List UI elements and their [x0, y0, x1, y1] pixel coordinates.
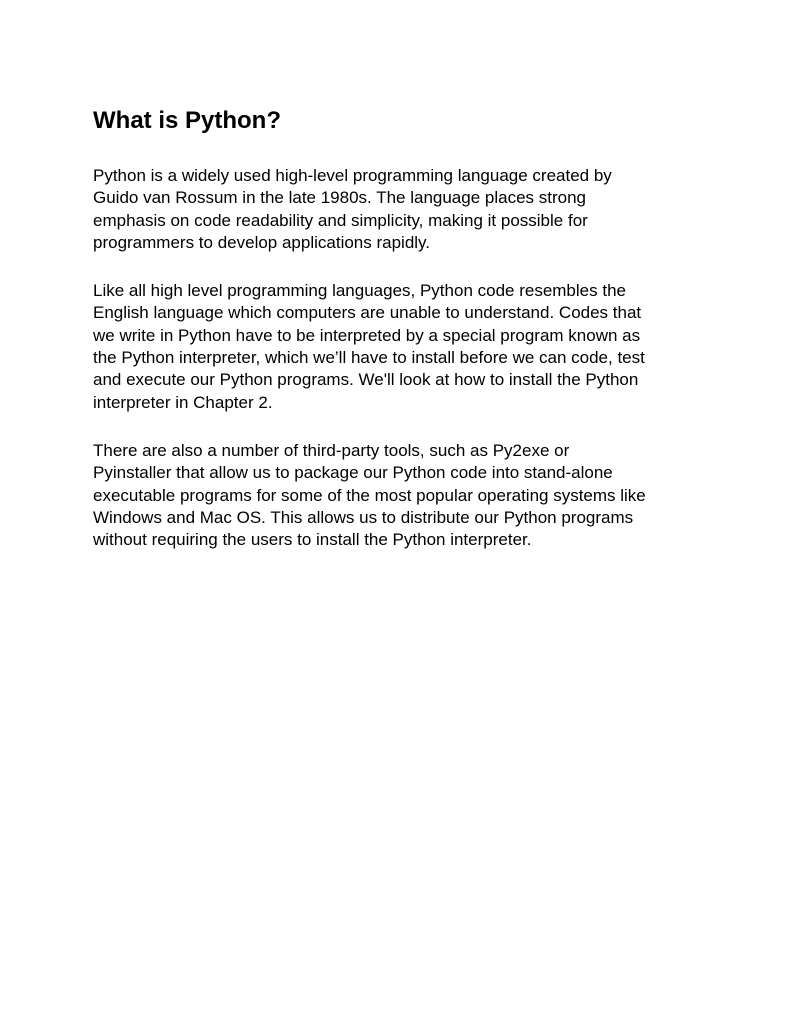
paragraph-tools [93, 440, 713, 551]
paragraph-line: and execute our Python programs. We'll look at how to install the Python [93, 370, 639, 390]
paragraph-line: Like all high level programming languages, Python code resembles the [93, 281, 626, 301]
paragraph-line: without requiring the users to install the Python interpreter. [93, 530, 532, 550]
paragraph-line: Python is a widely used high-level programming language created by [93, 166, 612, 185]
document-content [93, 105, 713, 577]
paragraph-line: Guido van Rossum in the late 1980s. The language places strong [93, 188, 586, 208]
page-title: What is Python? [93, 107, 281, 134]
paragraph-line: Windows and Mac OS. This allows us to distribute our Python programs [93, 507, 634, 527]
paragraph-line: There are also a number of third-party tools, such as Py2exe or [93, 440, 570, 460]
paragraph-intro [93, 165, 713, 254]
paragraph-line: English language which computers are unable to understand. Codes that [93, 303, 642, 323]
paragraph-line: we write in Python have to be interpreted by a special program known as [93, 325, 641, 345]
paragraph-line: Pyinstaller that allow us to package our Python code into stand-alone [93, 463, 613, 483]
paragraph-interpreter [93, 280, 713, 414]
paragraph-line: executable programs for some of the most popular operating systems like [93, 485, 646, 505]
paragraph-line: programmers to develop applications rapidly. [93, 232, 431, 252]
paragraph-line: the Python interpreter, which we’ll have to install before we can code, test [93, 348, 645, 368]
paragraph-line: interpreter in Chapter 2. [93, 392, 273, 412]
paragraph-line: emphasis on code readability and simplicity, making it possible for [93, 210, 588, 230]
